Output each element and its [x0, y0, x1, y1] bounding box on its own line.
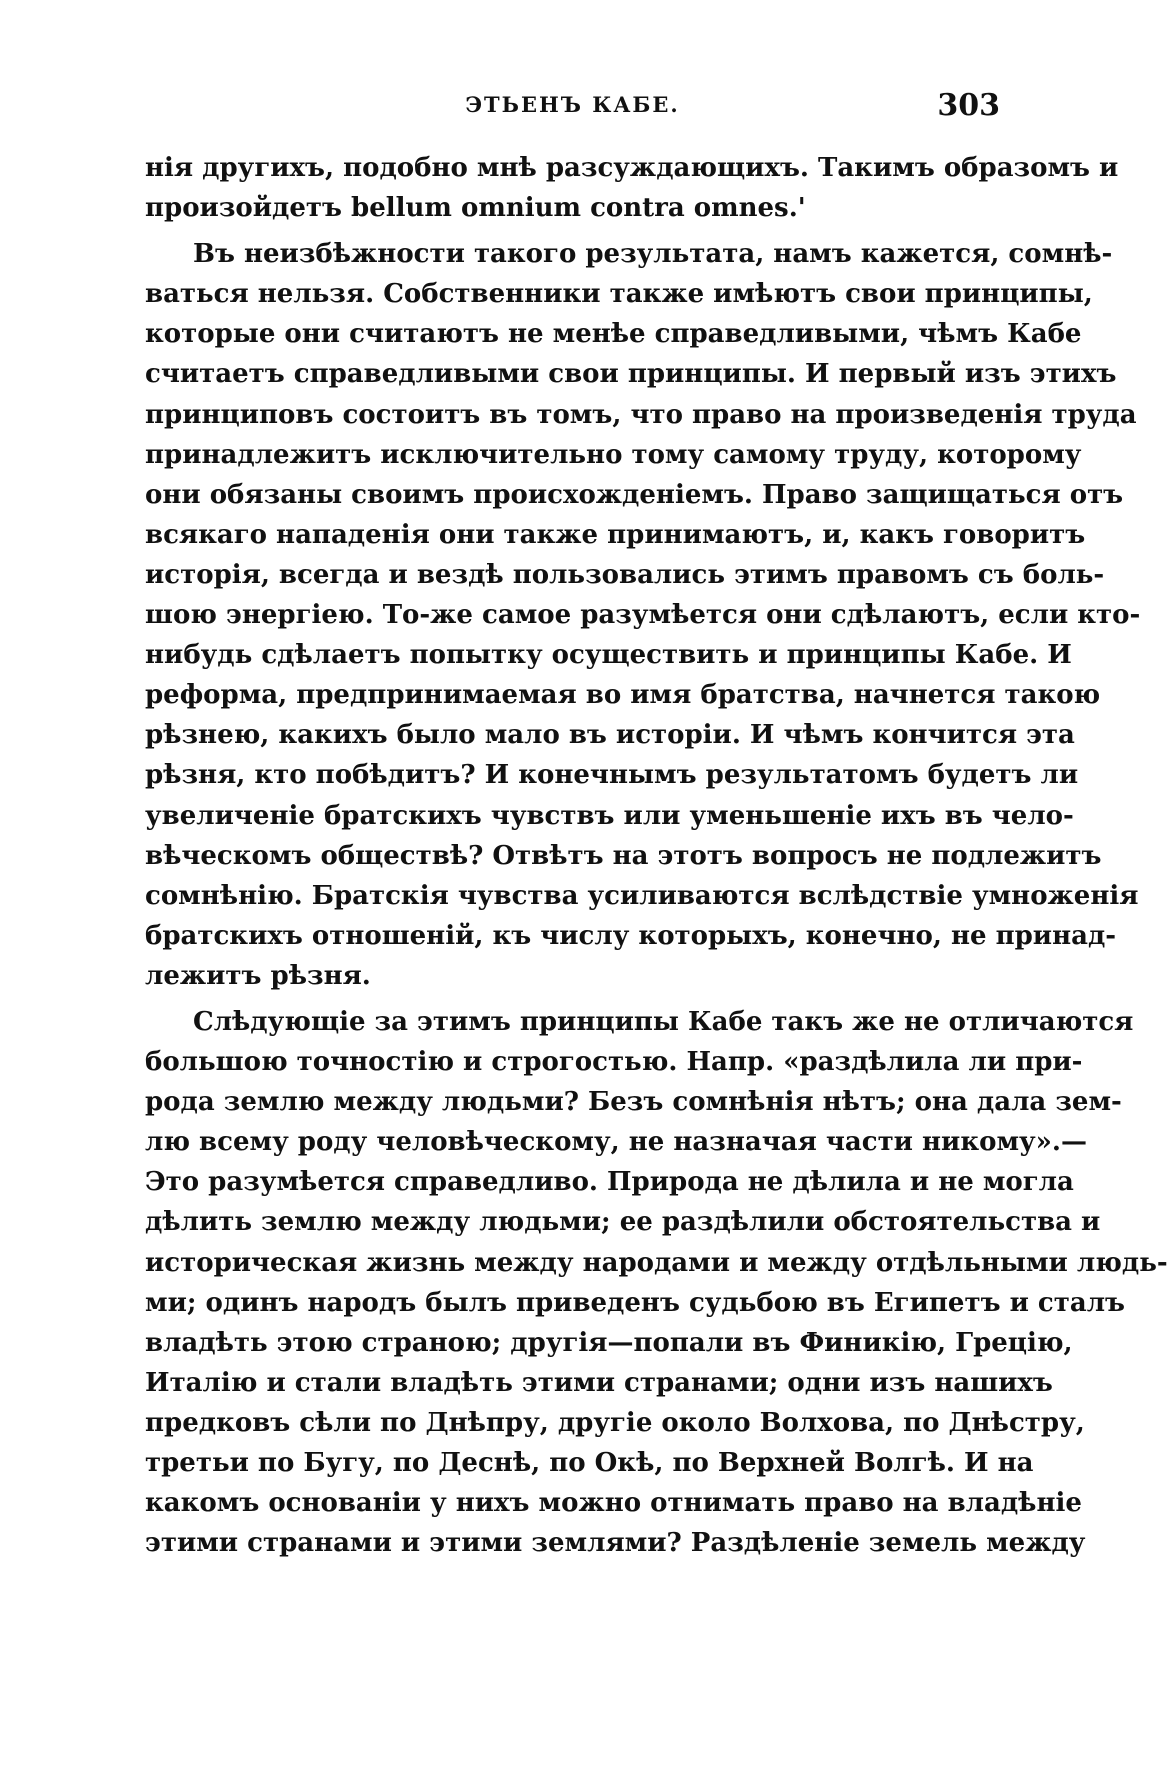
text-line: рѣзня, кто побѣдитъ? И конечнымъ результатомъ будетъ ли — [145, 760, 1079, 791]
text-line: Слѣдующіе за этимъ принципы Кабе такъ же не отличаются — [193, 1006, 1134, 1037]
page-number: 303 — [937, 88, 1000, 123]
text-line: третьи по Бугу, по Деснѣ, по Окѣ, по Верхней Волгѣ. И на — [145, 1448, 1034, 1478]
text-line: шою энергіею. То-же самое разумѣется они сдѣлаютъ, если кто- — [145, 600, 1141, 631]
text-line: сомнѣнію. Братскія чувства усиливаются вслѣдствіе умноженія — [145, 880, 1139, 911]
body-text — [145, 148, 1168, 1563]
running-title: ЭТЬЕНЪ КАБЕ. — [465, 92, 680, 117]
text-line: произойдетъ bellum omnium contra omnes.' — [145, 193, 806, 224]
text-line: нія другихъ, подобно мнѣ разсуждающихъ. Такимъ образомъ и — [145, 153, 1119, 183]
text-line: вѣческомъ обществѣ? Отвѣтъ на этотъ вопросъ не подлежитъ — [145, 840, 1102, 871]
paragraph — [145, 1002, 1168, 1563]
text-line: которые они считаютъ не менѣе справедливыми, чѣмъ Кабе — [145, 319, 1082, 350]
text-line: лю всему роду человѣческому, не назначая части никому».— — [145, 1127, 1087, 1158]
text-line: Въ неизбѣжности такого результата, намъ кажется, сомнѣ- — [193, 239, 1113, 270]
text-line: дѣлить землю между людьми; ее раздѣлили обстоятельства и — [145, 1207, 1101, 1238]
text-line: лежитъ рѣзня. — [145, 960, 371, 991]
text-line: Италію и стали владѣть этими странами; одни изъ нашихъ — [145, 1367, 1053, 1398]
text-line: принадлежитъ исключительно тому самому труду, которому — [145, 439, 1082, 470]
text-line: большою точностію и строгостью. Напр. «раздѣлила ли при- — [145, 1047, 1083, 1078]
text-line: принциповъ состоитъ въ томъ, что право на произведенія труда — [145, 399, 1137, 430]
text-line: ми; одинъ народъ былъ приведенъ судьбою въ Египетъ и сталъ — [145, 1287, 1125, 1318]
text-line: братскихъ отношеній, къ числу которыхъ, конечно, не принад- — [145, 920, 1117, 951]
text-line: исторія, всегда и вездѣ пользовались этимъ правомъ съ боль- — [145, 559, 1105, 590]
text-line: ваться нельзя. Собственники также имѣютъ свои принципы, — [145, 279, 1093, 310]
text-line: они обязаны своимъ происхожденіемъ. Право защищаться отъ — [145, 479, 1124, 510]
text-line: владѣть этою страною; другія—попали въ Финикію, Грецію, — [145, 1327, 1073, 1358]
paragraph — [145, 234, 1141, 996]
text-line: Это разумѣется справедливо. Природа не дѣлила и не могла — [145, 1167, 1074, 1198]
text-line: увеличеніе братскихъ чувствъ или уменьшеніе ихъ въ чело- — [145, 800, 1074, 831]
text-line: реформа, предпринимаемая во имя братства, начнется такою — [145, 680, 1101, 711]
text-line: историческая жизнь между народами и между отдѣльными людь- — [145, 1247, 1168, 1278]
text-line: какомъ основаніи у нихъ можно отнимать право на владѣніе — [145, 1488, 1082, 1519]
page-header — [145, 88, 1000, 128]
text-line: считаетъ справедливыми свои принципы. И первый изъ этихъ — [145, 359, 1117, 390]
text-line: предковъ сѣли по Днѣпру, другіе около Волхова, по Днѣстру, — [145, 1407, 1085, 1438]
text-line: нибудь сдѣлаетъ попытку осуществить и принципы Кабе. И — [145, 640, 1072, 671]
text-line: этими странами и этими землями? Раздѣленіе земель между — [145, 1528, 1086, 1559]
text-line: рода землю между людьми? Безъ сомнѣнія нѣтъ; она дала зем- — [145, 1087, 1122, 1118]
text-line: всякаго нападенія они также принимаютъ, и, какъ говоритъ — [145, 519, 1086, 550]
paragraph — [145, 148, 1119, 228]
text-line: рѣзнею, какихъ было мало въ исторіи. И чѣмъ кончится эта — [145, 720, 1075, 751]
